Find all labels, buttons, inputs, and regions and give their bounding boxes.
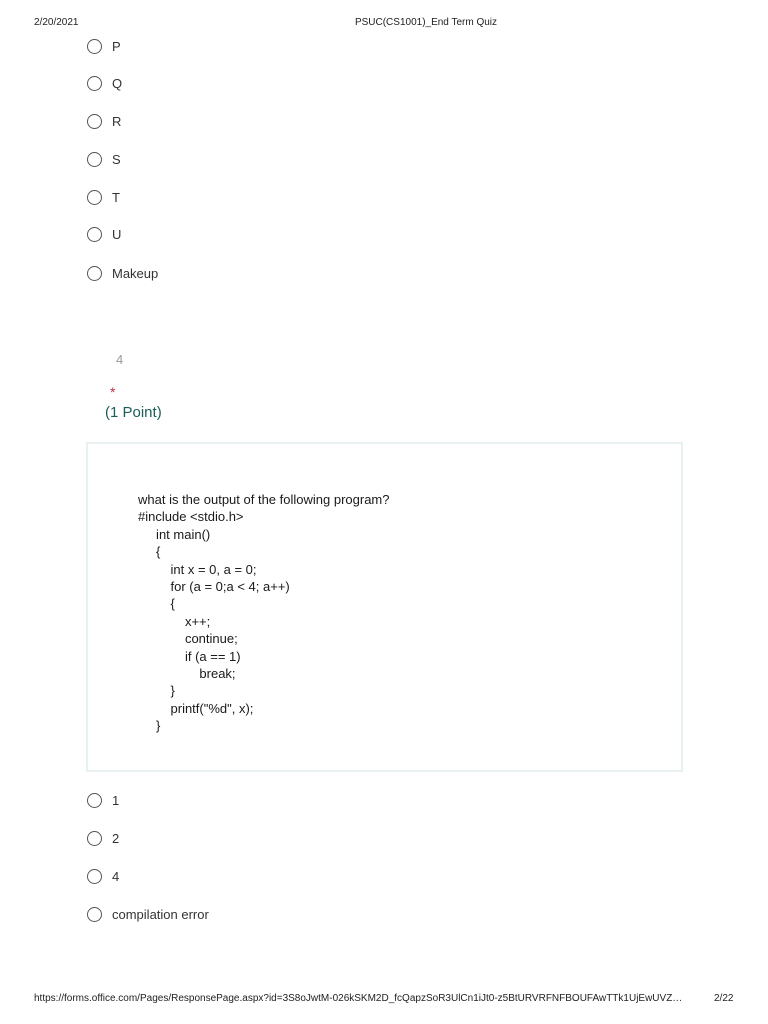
radio-button[interactable] — [87, 869, 102, 884]
option-label: T — [112, 189, 120, 205]
print-title: PSUC(CS1001)_End Term Quiz — [354, 17, 498, 28]
option-label: 1 — [112, 792, 120, 808]
option-t[interactable] — [87, 187, 120, 207]
option-label: 2 — [112, 830, 120, 846]
radio-button[interactable] — [87, 266, 102, 281]
option-r[interactable] — [87, 111, 121, 131]
radio-button[interactable] — [87, 152, 102, 167]
option-compilation-error[interactable] — [87, 904, 209, 924]
print-header — [0, 17, 768, 31]
print-page-number: 2/22 — [714, 993, 734, 1004]
code-line: break; — [138, 666, 236, 682]
radio-button[interactable] — [87, 793, 102, 808]
code-line: } — [138, 718, 161, 734]
option-u[interactable] — [87, 224, 121, 244]
option-label: 4 — [112, 868, 120, 884]
radio-button[interactable] — [87, 831, 102, 846]
option-label: Makeup — [112, 265, 159, 281]
question-points: (1 Point) — [105, 404, 162, 421]
option-q[interactable] — [87, 73, 122, 93]
radio-button[interactable] — [87, 190, 102, 205]
print-url: https://forms.office.com/Pages/ResponsePage.aspx?id=3S8oJwtM-026kSKM2D_fcQapzSoR3UlCn1iJt0-z5BtURVRFNFBOUFAwTTk1UjEwUVZ… — [34, 993, 683, 1004]
code-line: { — [138, 544, 161, 560]
radio-button[interactable] — [87, 227, 102, 242]
code-line: printf("%d", x); — [138, 700, 254, 716]
code-line: continue; — [138, 631, 238, 647]
required-marker: * — [110, 384, 116, 400]
code-line: x++; — [138, 613, 211, 629]
option-label: U — [112, 226, 122, 242]
question-number: 4 — [116, 352, 124, 367]
print-footer — [0, 993, 768, 1007]
option-label: R — [112, 113, 122, 129]
option-1[interactable] — [87, 790, 119, 810]
option-label: compilation error — [112, 906, 209, 922]
option-label: P — [112, 38, 121, 54]
code-line: if (a == 1) — [138, 648, 241, 664]
code-line: int x = 0, a = 0; — [138, 561, 257, 577]
radio-button[interactable] — [87, 76, 102, 91]
option-4[interactable] — [87, 866, 119, 886]
radio-button[interactable] — [87, 114, 102, 129]
code-line: { — [138, 596, 175, 612]
radio-button[interactable] — [87, 39, 102, 54]
code-line: for (a = 0;a < 4; a++) — [138, 579, 290, 595]
question-code — [138, 491, 389, 735]
code-line: #include <stdio.h> — [138, 509, 244, 525]
print-date: 2/20/2021 — [34, 17, 79, 28]
radio-button[interactable] — [87, 907, 102, 922]
code-line: what is the output of the following program? — [138, 492, 390, 507]
option-p[interactable] — [87, 36, 121, 56]
code-line: } — [138, 683, 175, 699]
option-2[interactable] — [87, 828, 119, 848]
option-label: S — [112, 151, 121, 167]
option-s[interactable] — [87, 149, 121, 169]
option-makeup[interactable] — [87, 263, 158, 283]
code-line: int main() — [138, 526, 211, 542]
option-label: Q — [112, 75, 123, 91]
